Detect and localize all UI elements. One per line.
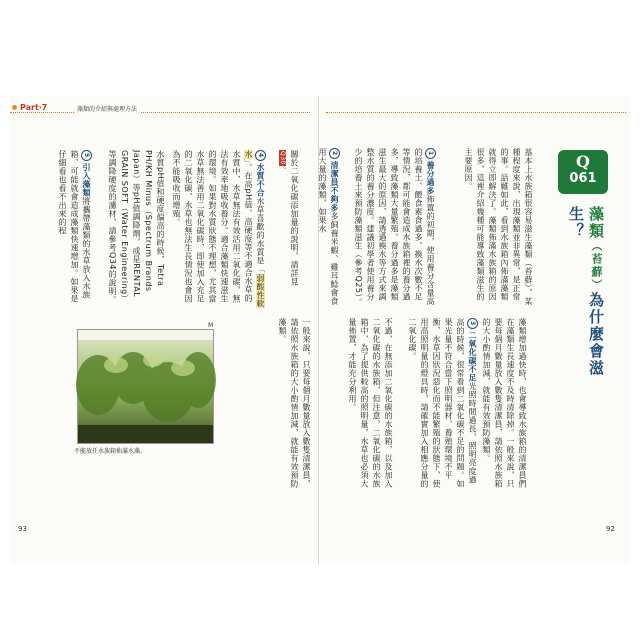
section-1 — [340, 148, 436, 308]
left-running-header — [10, 103, 310, 117]
co2-note: 關於二氧化碳添加量的說明，請詳見Q30。 — [278, 150, 299, 286]
right-running-header — [326, 103, 626, 117]
intro-text-b: 藻類佈滿水族箱的原因很多，這裡介紹幾種可能導致藻類滋生的主要原因。 — [464, 148, 497, 301]
left-lower-text — [216, 318, 312, 488]
question-letter: Q — [576, 152, 590, 171]
section-1-title: 1養分過多 — [426, 148, 435, 195]
intro-text-a: 基本上水族箱很容易滋生藻類（苔蘚），某種程度來說，出現藻類並非異常，是正常的事。話雖如此，看到水族箱內佈滿藻類就得立即解決了。 — [488, 148, 533, 306]
left-page-number: 93 — [18, 525, 27, 533]
section-3-body-2: 不過，在無添加二氧化碳的水族箱，以及加入二氧化碳的水族箱，但注意，二氧化碳的水族箱中，為了提供較高的照明量，水草也必須大量佈置，才能充分利用。 — [348, 318, 393, 488]
part-text: Part‧7 — [20, 103, 48, 112]
section-4: 4水質不合水草喜歡的水質是「弱酸性軟水」。在高pH值、高硬度等不適合水草的水質中，水草無法有效活用二氧化碳，無法有效率地吸收養分。適合藻類快速滋生的環境。如果對水質狀態不理想，尤其當水草無法善用二氧化碳時，即使加入充足的二氧化碳，水草也無法生長情況也會因為不能吸收而增殖。 — [172, 150, 265, 308]
section-3-body: 光照時間過長，照明亮度過高的時候，很常看到二氧化碳不足的問題。如果光量不符合當下照明器材，養殖環境不平衡，水草因狀況惡化而不能繁殖的狀態下，使用高照明量的燈具時，請確實加入相應分量的二氧化碳。 — [408, 318, 477, 488]
left-lower-body: 一般來說，只要每個月數量放入數隻清潔員，請依照水族箱的大小酌情加減，就能有效預防藻類。 — [278, 318, 311, 488]
section-4-continued — [96, 150, 166, 310]
section-number: 4 — [255, 150, 266, 161]
section-3-continued — [328, 318, 394, 488]
cleaner-text-b: 一般來說，只要每個月數量放入數隻清潔員，請依照水族箱的大小酌情加減，就能有效預防藻類。 — [482, 318, 515, 488]
section-2-title: 2清潔員不夠多 — [330, 148, 339, 212]
section-number: 5 — [81, 150, 92, 161]
section-number: 1 — [425, 148, 436, 159]
intro-paragraph — [438, 148, 534, 308]
section-number: 3 — [467, 318, 478, 329]
photo-caption: 不能放任水族箱佈滿水藻。 — [74, 448, 147, 455]
section-3-title: 3二氧化碳不足 — [468, 318, 477, 382]
section-5-body: 將攜帶藻類的水草放入水族箱，可能就會造成藻類快速增加。如果是仔細看也看不出來的程 — [58, 150, 91, 303]
header-rule — [326, 112, 626, 113]
section-2-body: 多飼養米蝦、雞耳鯰會食用大量的藻類，如果水 — [318, 148, 339, 306]
reference-badge: Q30 — [279, 151, 286, 165]
section-1-body: 佈置的初期，使用養分含量高的培養土、餵食素食過多、換水次數不足等情況，都可能會造成水族箱裡的養分過多，導致藻類大量繁殖。養分過多是藻類滋生最大的原因，請透過換水等方式來調整水質的養分濃度。建議初學者使用養分少的培養土來預防藻類滋生（參考Q25）。 — [354, 148, 435, 307]
header-rule — [10, 112, 310, 113]
section-5-title: 5引入藻類 — [82, 150, 91, 197]
section-4-title: 4水質不合 — [256, 150, 265, 197]
title-part-a: 藻類 — [587, 206, 605, 240]
question-badge — [558, 150, 608, 194]
section-3 — [396, 318, 478, 488]
aquarium-image — [78, 330, 213, 443]
cleaner-paragraph — [480, 318, 528, 488]
part-subtitle: 藻類的介紹與處理方法 — [74, 104, 140, 113]
photo-mark: M — [208, 322, 214, 329]
highlight-soft-water: 弱酸性軟水 — [244, 150, 265, 308]
question-title-block — [540, 150, 610, 380]
bullet-icon — [12, 105, 17, 110]
section-4-body-2: 水質pH值和硬度偏高的時候，Tetra PH/KH Minus（Spectrum Brands Japan）等pH值調降劑，或是RENTAL GRAIN SOFT（Water Engineering）等調降硬度的濾材，請參考Q34的說明。 — [108, 150, 165, 304]
question-title — [566, 206, 606, 380]
section-2 — [318, 148, 340, 308]
co2-note-text: 關於二氧化碳添加量的說明，請詳見 — [290, 150, 299, 286]
title-part-b: （苔蘚） — [590, 240, 603, 292]
right-page-number: 92 — [606, 525, 615, 533]
aquarium-photo — [77, 329, 214, 444]
question-number: 061 — [569, 171, 597, 186]
section-5 — [30, 150, 92, 310]
cleaner-text-a: 藻類增加過快時，也會導致水族箱的清潔員們在藻類生長速度不及時清除掉。 — [506, 318, 527, 488]
part-label — [12, 103, 51, 112]
title-part-c: 為什麼會滋生？ — [567, 206, 605, 377]
section-number: 2 — [329, 148, 340, 159]
